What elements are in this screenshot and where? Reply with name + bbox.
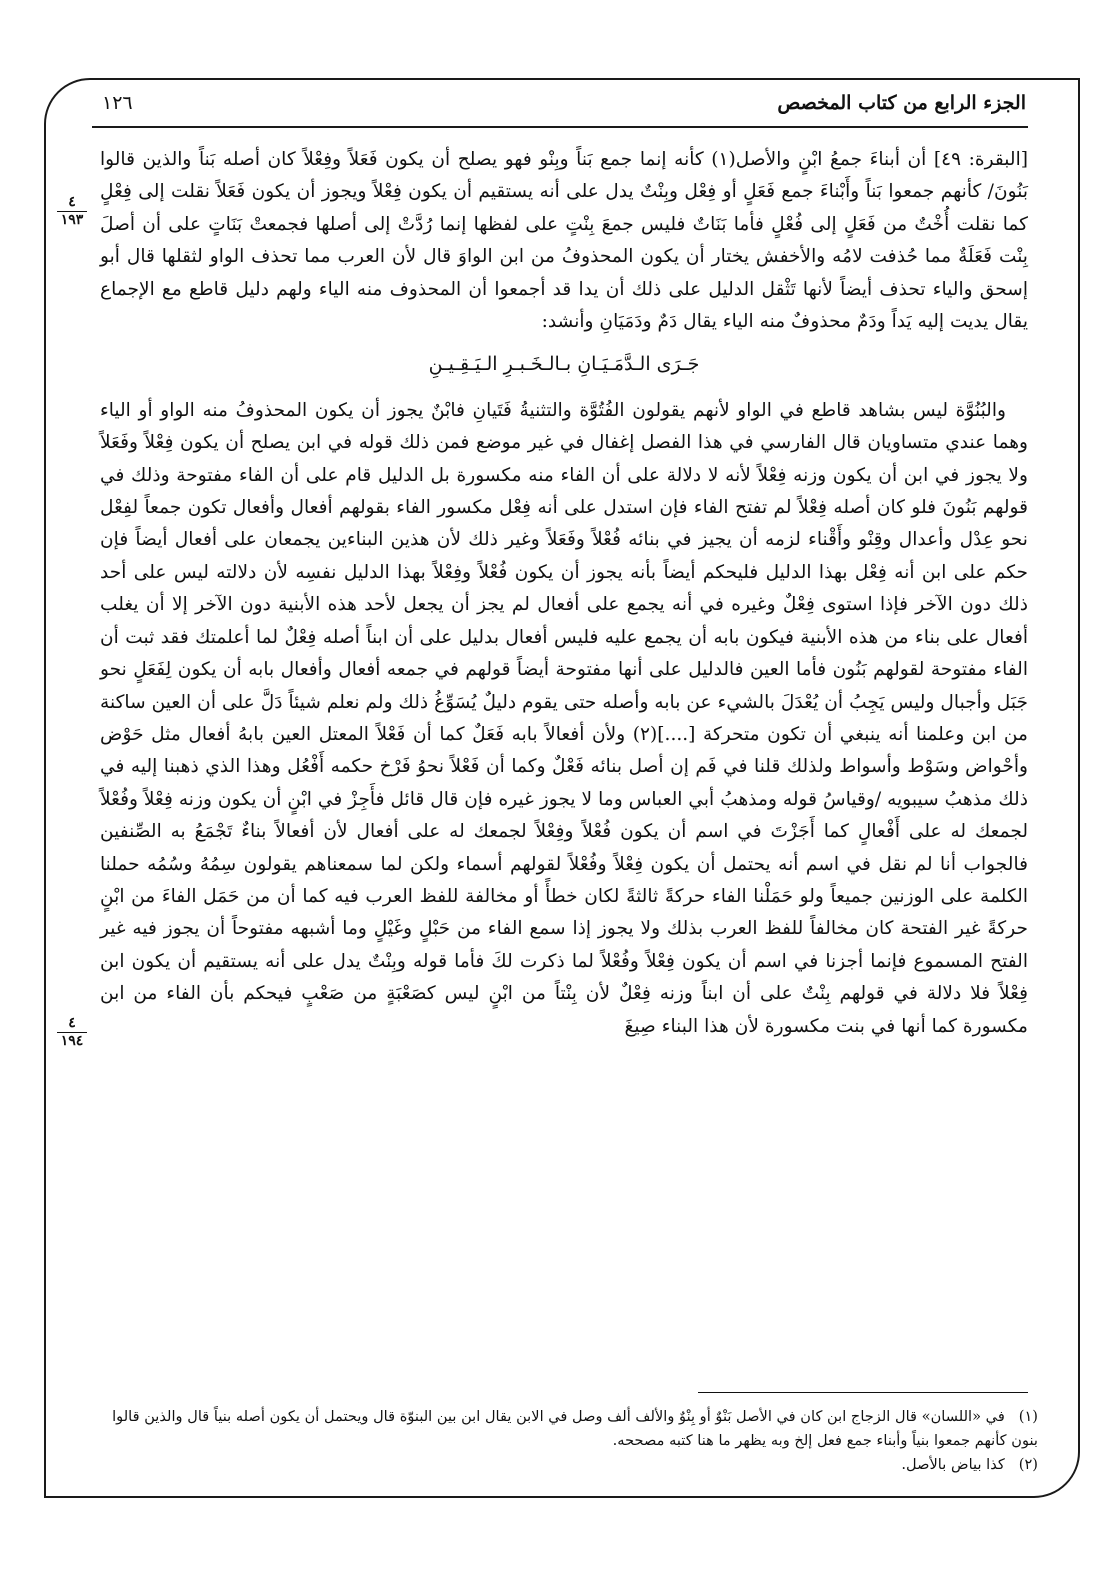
margin-ref-page: ١٩٣	[60, 212, 84, 228]
margin-ref-volume: ٤	[68, 1015, 76, 1031]
header-divider	[92, 126, 1028, 128]
footnote-text: كذا بياض بالأصل.	[901, 1456, 1005, 1473]
footnote-text: في «اللسان» قال الزجاج ابن كان في الأصل بَنْوٌ أو بِنْوٌ والألف ألف وصل في الابن يقال ابن بين البنوّة قال ويحتمل أن يكون أصله بنياً قال والذين قالوا بنون كأنهم جمعوا بنياً وأبناء جمع فعل إلخ وبه يظهر ما هنا كتبه مصححه.	[112, 1408, 1038, 1449]
margin-reference-1	[54, 195, 90, 228]
margin-ref-page: ١٩٤	[60, 1033, 84, 1049]
footnotes	[92, 1405, 1038, 1477]
paragraph-1: [البقرة: ٤٩] أن أبناءَ جمعُ ابْنٍ والأصل(١) كأنه إنما جمع بَناً وبِنْو فهو يصلح أن يكون فَعَلاً وفِعْلاً كان أصله بَناً والذين قالوا بَنُونَ/ كأنهم جمعوا بَناً وأَبْناءَ جمع فَعَلٍ أو فِعْل وبِنْتٌ يدل على أنه يستقيم أن يكون فِعْلاً ويجوز أن يكون فَعَلاً نقلت إلى فِعْلٍ كما نقلت أُخْتٌ من فَعَلٍ إلى فُعْلٍ فأما بَنَاتٌ فليس جمعَ بِنْتٍ على لفظها إنما رُدَّتْ إلى أصلها فجمعتْ بَنَاتٍ على أن أصلَ بِنْت فَعَلَةٌ مما حُذفت لامُه والأخفش يختار أن يكون المحذوفُ من ابن الواوَ قال لأن العرب مما تحذف الواو لثقلها قال أبو إسحق والياء تحذف أيضاً لأنها تَثْقل الدليل على ذلك أن يدا قد أجمعوا أن المحذوف منه الياء ولهم دليل قاطع مع الإجماع يقال يديت إليه يَداً ودَمٌ محذوفٌ منه الياء يقال دَمٌ ودَمَيَانِ وأنشد:	[100, 149, 1029, 333]
page-header	[80, 88, 1038, 124]
page-number: ١٢٦	[102, 92, 133, 114]
footnote-mark: (١)	[1018, 1408, 1038, 1425]
running-title: الجزء الرابع من كتاب المخصص	[777, 92, 1026, 114]
footnote-divider	[698, 1392, 1028, 1393]
poetry-verse: جَـرَى الـدَّمَـيَـانِ بـالـخَـبـرِ الـيَـقِـيـنِ	[428, 353, 700, 376]
main-text	[100, 144, 1028, 1043]
paragraph-2: والبُنُوَّة ليس بشاهد قاطع في الواو لأنهم يقولون الفُتُوَّة والتثنيةُ فَتَيانِ فابْنٌ يجوز أن يكون المحذوفُ منه الواو أو الياء وهما عندي متساويان قال الفارسي في هذا الفصل إغفال في غير موضع فمن ذلك قوله في ابن يصلح أن يكون فِعْلاً وفَعَلاً ولا يجوز في ابن أن يكون وزنه فِعْلاً لأنه لا دلالة على أن الفاء منه مكسورة بل الدليل قام على أن الفاء مفتوحة وذلك في قولهم بَنُونَ فلو كان أصله فِعْلاً لم تفتح الفاء فإن استدل على أنه فِعْل مكسور الفاء بقولهم أفعال وأفعال تكون جمعاً لفِعْل نحو عِدْل وأعدال وقِنْو وأَقْناء لزمه أن يجيز في بنائه فُعْلاً وفَعَلاً وغير ذلك لأن هذين البناءين يجمعان على أفعال أيضاً فإن حكم على ابن أنه فِعْل بهذا الدليل فليحكم أيضاً بأنه يجوز أن يكون فُعْلاً وفِعْلاً بهذا الدليل نفسِه لأن دلالته ليس على أحد ذلك دون الآخر فإذا استوى فِعْلٌ وغيره في أنه يجمع على أفعال لم يجز أن يجعل لأحد هذه الأبنية دون الآخر إلا أن يغلب أفعال على بناء من هذه الأبنية فيكون بابه أن يجمع عليه فليس أفعال بدليل على أن ابناً أصله فِعْلٌ لما أعلمتك فقد ثبت أن الفاء مفتوحة لقولهم بَنُون فأما العين فالدليل على أنها مفتوحة أيضاً قولهم في جمعه أفعال وأفعال بابه أن يكون لِفَعَلٍ نحو جَبَل وأجبال وليس يَجِبُ أن يُعْدَلَ بالشيء عن بابه وأصله حتى يقوم دليلٌ يُسَوِّغُ ذلك ولم نعلم شيئاً دَلَّ على أن العين ساكنة من ابن وعلمنا أنه ينبغي أن تكون متحركة [....](٢) ولأن أفعالاً بابه فَعَلٌ كما أن فَعْلاً المعتل العين بابهُ أفعال مثل حَوْض وأحْواض وسَوْط وأسواط ولذلك قلنا في فَم إن أصل بنائه فَعْلٌ وكما أن فَعْلاً نحوُ فَرْخ حكمه أَفْعُل وهذا الذي ذهبنا إليه في ذلك مذهبُ سيبويه /وقياسُ قوله ومذهبُ أبي العباس وما لا يجوز غيره فإن قال قائل فأَجِزْ في ابْنٍ أن يكون وزنه فِعْلاً وفُعْلاً لجمعك له على أَفْعالٍ كما أَجَزْتَ في اسم أن يكون فُعْلاً وفِعْلاً لجمعك له على أفعال لأن أفعالاً بناءٌ تَجْمَعُ به الصِّنفين فالجواب أنا لم نقل في اسم أنه يحتمل أن يكون فِعْلاً وفُعْلاً لقولهم أسماء ولكن لما سمعناهم يقولون سِمُهُ وسُمُه حملنا الكلمة على الوزنين جميعاً ولو حَمَلْنا الفاء حركةً ثالثةً لكان خطأً أو مخالفة للفظ العرب فيه كما أن من حَمَل الفاءَ من ابْنٍ حركةً غير الفتحة كان مخالفاً للفظ العرب بذلك ولا يجوز إذا سمع الفاء من حَبْلٍ وغَيْلٍ وما أشبهه مفتوحاً أن يجوز فيه غير الفتح المسموع فإنما أجزنا في اسم أن يكون فِعْلاً وفُعْلاً لما ذكرت لكَ فأما قوله وبِنْتٌ يدل على أنه يستقيم أن يكون ابن فِعْلاً فلا دلالة في قولهم بِنْتٌ على أن ابناً وزنه فِعْلٌ لأن بِنْتاً من ابْنٍ ليس كصَعْبَةٍ من صَعْبٍ فيحكم بأن الفاء من ابن مكسورة كما أنها في بنت مكسورة لأن هذا البناء صِيغَ	[100, 399, 1028, 1037]
footnote-mark: (٢)	[1018, 1456, 1038, 1473]
margin-ref-volume: ٤	[68, 194, 76, 210]
margin-reference-2	[54, 1016, 90, 1049]
footnote-1	[92, 1405, 1038, 1453]
footnote-2	[92, 1453, 1038, 1477]
